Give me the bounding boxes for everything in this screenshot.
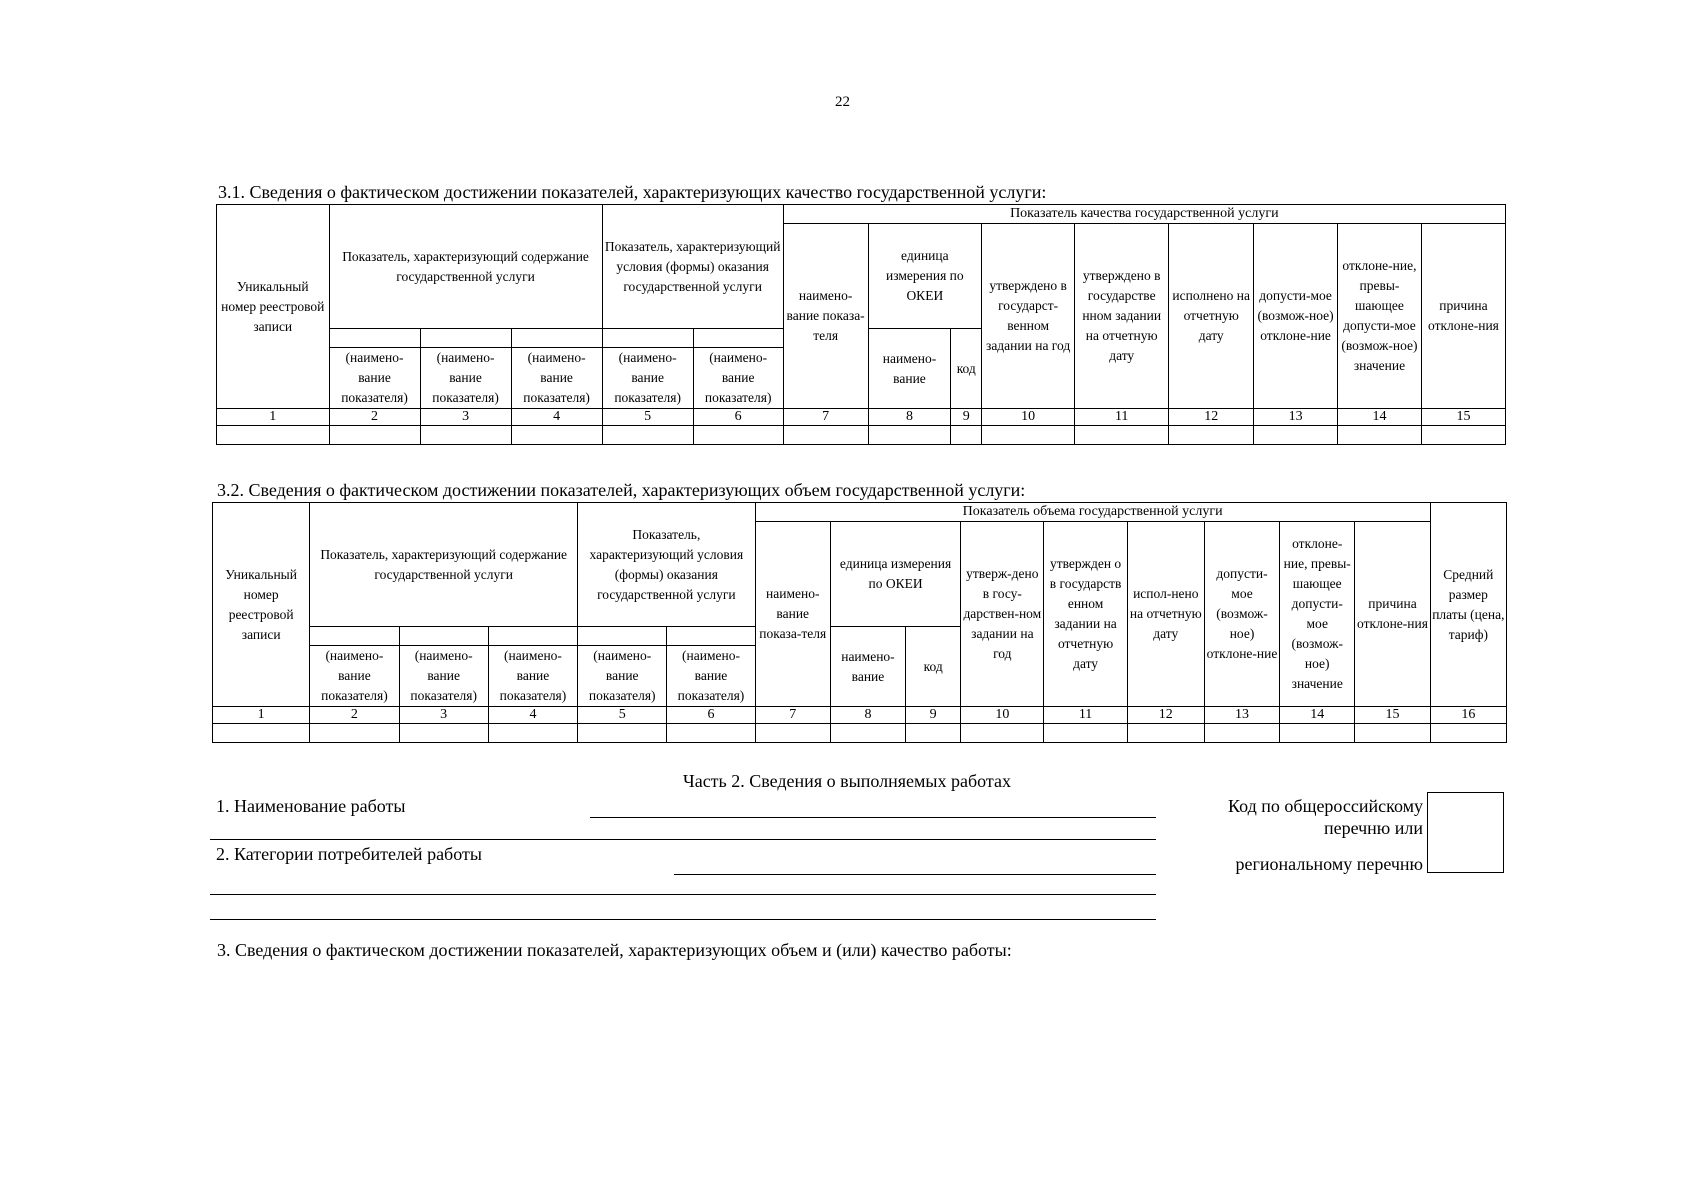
column-number: 1 xyxy=(213,707,310,724)
header-sub-name: (наимено-вание показателя) xyxy=(329,348,420,409)
spacer-cell xyxy=(693,329,783,348)
table-cell[interactable] xyxy=(961,724,1044,743)
header-conditions-indicator: Показатель, характеризующий условия (формы) оказания государственной услуги xyxy=(578,503,756,627)
table-cell[interactable] xyxy=(1127,724,1204,743)
header-content-indicator: Показатель, характеризующий содержание государственной услуги xyxy=(310,503,578,627)
column-number: 12 xyxy=(1169,409,1254,426)
table-cell[interactable] xyxy=(1430,724,1506,743)
column-number: 13 xyxy=(1254,409,1338,426)
header-unique-number: Уникальный номер реестровой записи xyxy=(213,503,310,707)
table-cell[interactable] xyxy=(667,724,755,743)
header-sub-name: (наимено-вание показателя) xyxy=(310,646,399,707)
header-conditions-indicator: Показатель, характеризующий условия (формы) оказания государственной услуги xyxy=(602,205,783,329)
registry-code-label xyxy=(1170,795,1423,875)
header-unit-name: наимено-вание xyxy=(830,627,905,707)
part-2-title: Часть 2. Сведения о выполняемых работах xyxy=(683,771,1011,791)
spacer-cell xyxy=(602,329,693,348)
header-sub-name: (наимено-вание показателя) xyxy=(667,646,755,707)
header-unique-number: Уникальный номер реестровой записи xyxy=(217,205,330,409)
header-executed: испол-нено на отчетную дату xyxy=(1127,522,1204,707)
column-number: 6 xyxy=(693,409,783,426)
table-cell[interactable] xyxy=(602,426,693,445)
column-number: 3 xyxy=(399,707,488,724)
table-cell[interactable] xyxy=(906,724,961,743)
table-cell[interactable] xyxy=(830,724,905,743)
table-cell[interactable] xyxy=(217,426,330,445)
column-number: 14 xyxy=(1338,409,1422,426)
header-sub-name: (наимено-вание показателя) xyxy=(602,348,693,409)
table-cell[interactable] xyxy=(213,724,310,743)
header-unit-name: наимено-вание xyxy=(868,329,951,409)
table-cell[interactable] xyxy=(982,426,1075,445)
header-sub-name: (наимено-вание показателя) xyxy=(511,348,602,409)
column-number: 10 xyxy=(961,707,1044,724)
header-approved-year: утверждено в государст-венном задании на год xyxy=(982,224,1075,409)
consumers-field-line[interactable] xyxy=(674,874,1156,875)
volume-table xyxy=(212,502,1507,743)
header-indicator-name: наимено-вание показа-теля xyxy=(783,224,868,409)
spacer-cell xyxy=(667,627,755,646)
table-cell[interactable] xyxy=(1044,724,1127,743)
column-number: 5 xyxy=(602,409,693,426)
spacer-cell xyxy=(488,627,577,646)
table-cell[interactable] xyxy=(1421,426,1505,445)
header-deviation-reason: причина отклоне-ния xyxy=(1355,522,1430,707)
header-average-price: Средний размер платы (цена, тариф) xyxy=(1430,503,1506,707)
consumers-third-line[interactable] xyxy=(210,919,1156,920)
table-row xyxy=(217,426,1506,445)
table-cell[interactable] xyxy=(951,426,982,445)
column-number: 13 xyxy=(1204,707,1279,724)
header-executed: исполнено на отчетную дату xyxy=(1169,224,1254,409)
header-unit-code: код xyxy=(951,329,982,409)
work-name-second-line[interactable] xyxy=(210,839,1156,840)
consumers-second-line[interactable] xyxy=(210,894,1156,895)
table-cell[interactable] xyxy=(1204,724,1279,743)
header-unit: единица измерения по ОКЕИ xyxy=(868,224,982,329)
header-approved-date: утверждено в государстве нном задании на отчетную дату xyxy=(1075,224,1169,409)
table-cell[interactable] xyxy=(420,426,511,445)
table-cell[interactable] xyxy=(488,724,577,743)
table-cell[interactable] xyxy=(310,724,399,743)
header-sub-name: (наимено-вание показателя) xyxy=(399,646,488,707)
spacer-cell xyxy=(399,627,488,646)
section-3-2-title: 3.2. Сведения о фактическом достижении показателей, характеризующих объем государственной услуги: xyxy=(217,480,1026,500)
quality-table xyxy=(216,204,1506,445)
column-number: 8 xyxy=(868,409,951,426)
table-cell[interactable] xyxy=(399,724,488,743)
header-allowed-deviation: допусти-мое (возмож-ное) отклоне-ние xyxy=(1254,224,1338,409)
column-number: 15 xyxy=(1355,707,1430,724)
column-number: 7 xyxy=(783,409,868,426)
header-approved-date: утвержден о в государств енном задании на отчетную дату xyxy=(1044,522,1127,707)
header-unit-code: код xyxy=(906,627,961,707)
column-number: 12 xyxy=(1127,707,1204,724)
table-cell[interactable] xyxy=(329,426,420,445)
header-content-indicator: Показатель, характеризующий содержание государственной услуги xyxy=(329,205,602,329)
header-exceeding-deviation: отклоне-ние, превы-шающее допусти-мое (возмож-ное) значение xyxy=(1338,224,1422,409)
header-volume-indicator: Показатель объема государственной услуги xyxy=(755,503,1430,522)
table-cell[interactable] xyxy=(578,724,667,743)
column-number: 5 xyxy=(578,707,667,724)
header-exceeding-deviation: отклоне-ние, превы-шающее допусти-мое (возмож-ное) значение xyxy=(1280,522,1355,707)
header-unit: единица измерения по ОКЕИ xyxy=(830,522,960,627)
work-name-field-line[interactable] xyxy=(590,817,1156,818)
table-cell[interactable] xyxy=(783,426,868,445)
spacer-cell xyxy=(310,627,399,646)
header-indicator-name: наимено-вание показа-теля xyxy=(755,522,830,707)
column-number: 9 xyxy=(906,707,961,724)
column-number: 7 xyxy=(755,707,830,724)
column-number: 4 xyxy=(488,707,577,724)
spacer-cell xyxy=(420,329,511,348)
spacer-cell xyxy=(329,329,420,348)
column-number: 2 xyxy=(310,707,399,724)
column-number: 16 xyxy=(1430,707,1506,724)
section-3-title: 3. Сведения о фактическом достижении показателей, характеризующих объем и (или) качество работы: xyxy=(217,940,1012,960)
table-cell[interactable] xyxy=(1355,724,1430,743)
page-number: 22 xyxy=(835,94,850,110)
column-number: 11 xyxy=(1075,409,1169,426)
column-number: 10 xyxy=(982,409,1075,426)
code-label-line-2: перечню или xyxy=(1323,818,1423,838)
column-number: 14 xyxy=(1280,707,1355,724)
column-number: 15 xyxy=(1421,409,1505,426)
work-name-label: 1. Наименование работы xyxy=(216,796,406,816)
column-number: 11 xyxy=(1044,707,1127,724)
table-cell[interactable] xyxy=(1075,426,1169,445)
registry-code-box[interactable] xyxy=(1427,792,1504,873)
column-number: 1 xyxy=(217,409,330,426)
code-label-line-1: Код по общероссийскому xyxy=(1228,796,1423,816)
column-number: 6 xyxy=(667,707,755,724)
header-sub-name: (наимено-вание показателя) xyxy=(420,348,511,409)
consumers-label: 2. Категории потребителей работы xyxy=(216,844,482,864)
table-cell[interactable] xyxy=(868,426,951,445)
table-cell[interactable] xyxy=(1338,426,1422,445)
column-number: 8 xyxy=(830,707,905,724)
header-sub-name: (наимено-вание показателя) xyxy=(693,348,783,409)
column-number: 2 xyxy=(329,409,420,426)
code-label-line-3: региональному перечню xyxy=(1235,854,1423,874)
table-cell[interactable] xyxy=(693,426,783,445)
table-cell[interactable] xyxy=(511,426,602,445)
header-quality-indicator: Показатель качества государственной услуги xyxy=(783,205,1505,224)
section-3-1-title: 3.1. Сведения о фактическом достижении показателей, характеризующих качество государственной услуги: xyxy=(218,182,1047,202)
header-sub-name: (наимено-вание показателя) xyxy=(578,646,667,707)
header-sub-name: (наимено-вание показателя) xyxy=(488,646,577,707)
header-deviation-reason: причина отклоне-ния xyxy=(1421,224,1505,409)
header-approved-year: утверж-дено в госу-дарствен-ном задании на год xyxy=(961,522,1044,707)
column-number: 4 xyxy=(511,409,602,426)
header-allowed-deviation: допусти-мое (возмож-ное) отклоне-ние xyxy=(1204,522,1279,707)
column-number: 9 xyxy=(951,409,982,426)
table-cell[interactable] xyxy=(1280,724,1355,743)
spacer-cell xyxy=(578,627,667,646)
table-cell[interactable] xyxy=(1254,426,1338,445)
spacer-cell xyxy=(511,329,602,348)
table-row xyxy=(213,724,1507,743)
column-number: 3 xyxy=(420,409,511,426)
table-cell[interactable] xyxy=(1169,426,1254,445)
table-cell[interactable] xyxy=(755,724,830,743)
